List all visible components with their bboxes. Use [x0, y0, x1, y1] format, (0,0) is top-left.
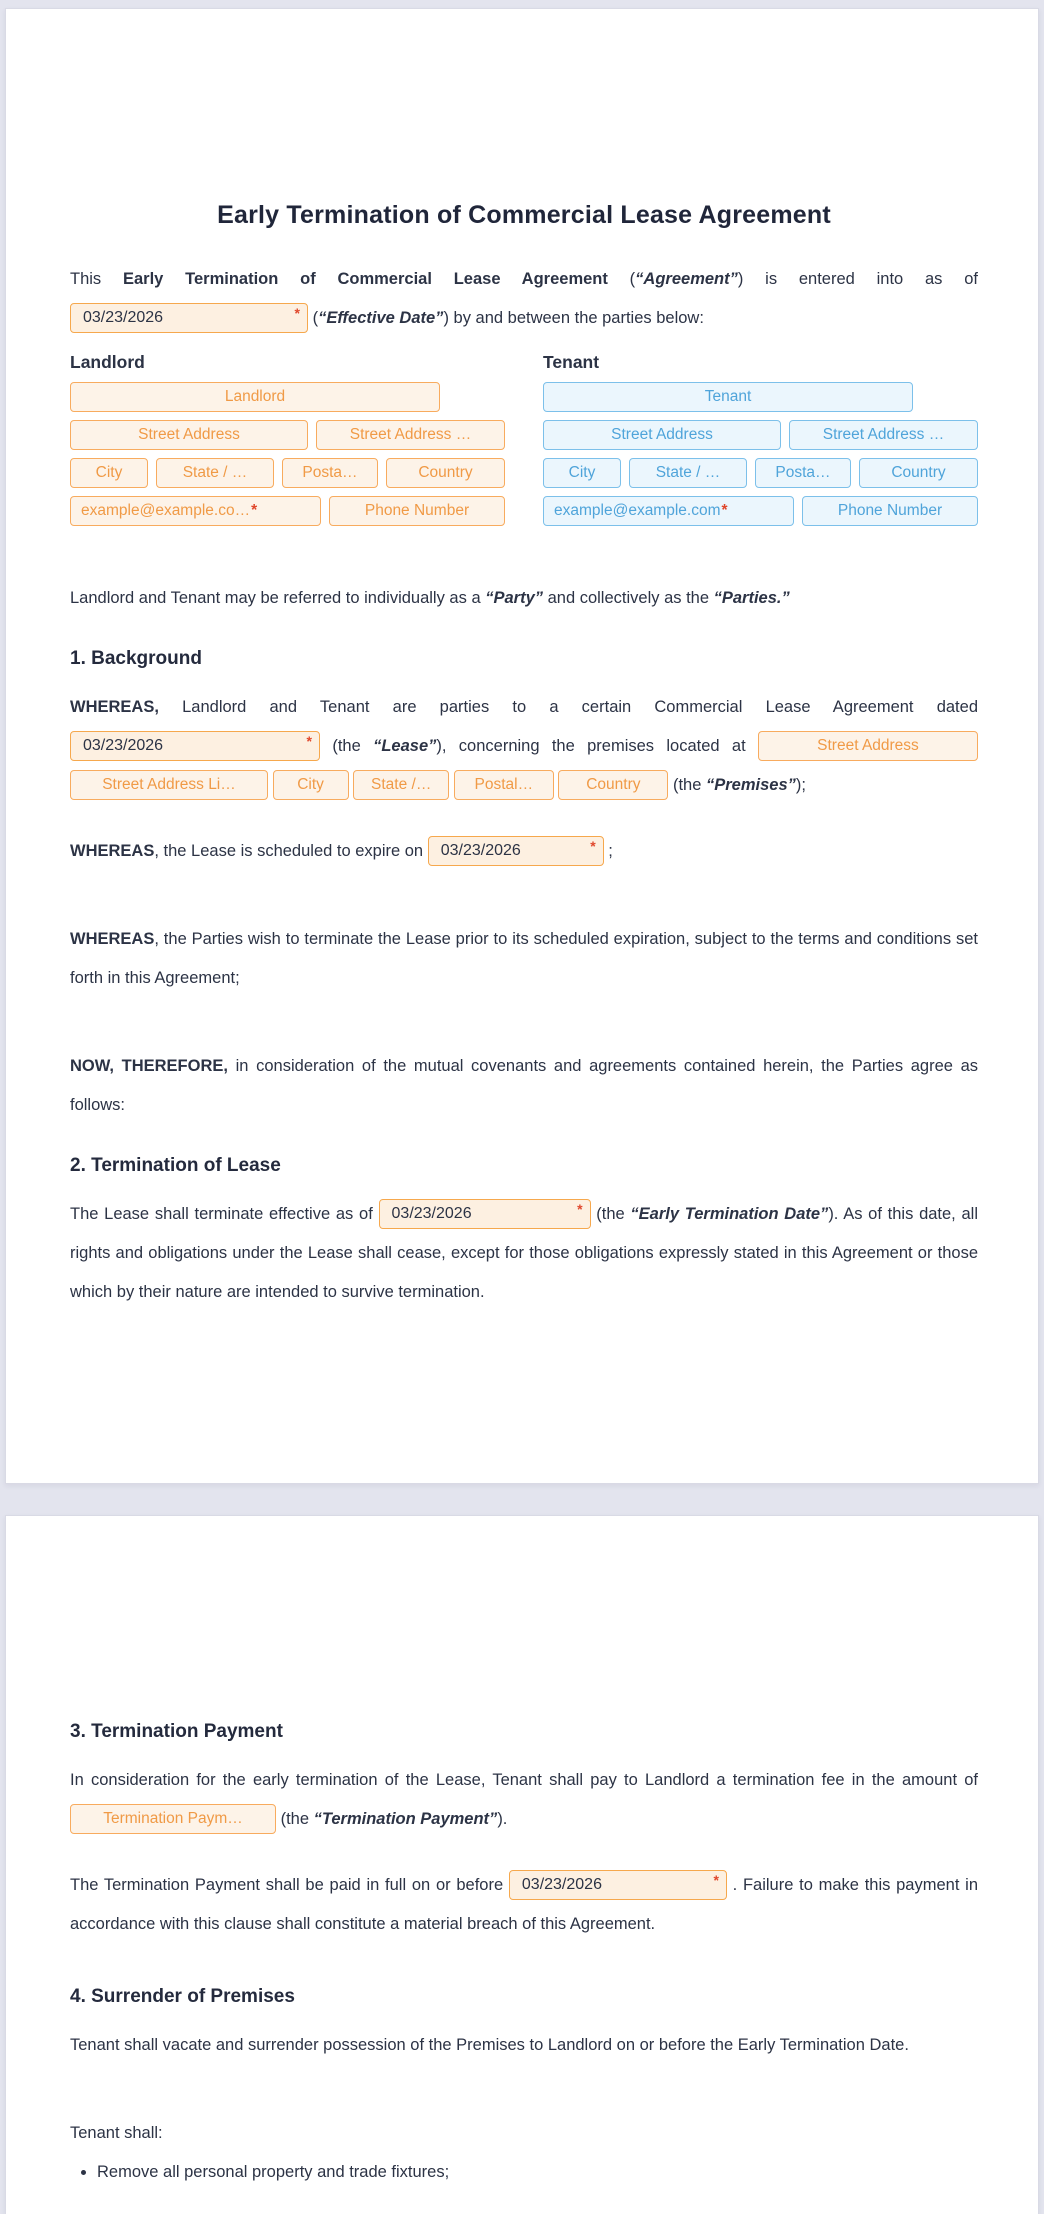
premises-state-input[interactable]: State /…: [353, 770, 449, 800]
date-value: 03/23/2026: [83, 737, 164, 755]
defined-term: “Lease”: [373, 737, 437, 755]
lease-date-input[interactable]: [70, 731, 320, 761]
section-1-heading: 1. Background: [70, 648, 202, 669]
tenant-contact-row: [543, 497, 978, 527]
tenant-obligations-list: [70, 2153, 978, 2191]
date-value: 03/23/2026: [391, 1205, 472, 1223]
termination-paragraph: [70, 1195, 978, 1312]
landlord-name-row: [70, 383, 505, 413]
tenant-city-row: [543, 459, 978, 489]
text-run: in consideration of the mutual covenants and agreements contained herein, the Parties agree as follows:: [70, 1057, 978, 1114]
email-placeholder: example@example.co…: [81, 502, 251, 519]
required-asterisk: *: [590, 837, 596, 854]
whereas-2-paragraph: [70, 832, 978, 871]
tenant-street-input[interactable]: Street Address: [543, 420, 781, 450]
landlord-postal-input[interactable]: Posta…: [282, 458, 378, 488]
early-termination-date-input[interactable]: [379, 1199, 591, 1229]
page-1: [5, 8, 1039, 1484]
text-run: The Lease shall terminate effective as of: [70, 1205, 373, 1223]
text-run: ), concerning the premises located at: [436, 737, 746, 755]
tenant-postal-input[interactable]: Posta…: [755, 458, 851, 488]
text-run: (the: [280, 1810, 310, 1828]
date-value: 03/23/2026: [440, 842, 521, 860]
defined-term: “Party”: [485, 589, 543, 607]
premises-street-input[interactable]: Street Address: [758, 731, 978, 761]
date-value: 03/23/2026: [83, 309, 164, 327]
surrender-paragraph: [70, 2026, 978, 2065]
tenant-section-label: Tenant: [543, 352, 600, 372]
text-run: Tenant shall vacate and surrender possession of the Premises to Landlord on or before the Early Termination Date.: [70, 2036, 909, 2054]
required-asterisk: *: [251, 502, 258, 519]
tenant-street-row: [543, 421, 978, 451]
document-title: Early Termination of Commercial Lease Agreement: [217, 201, 831, 229]
tenant-name-input[interactable]: Tenant: [543, 382, 913, 412]
premises-country-input[interactable]: Country: [558, 770, 668, 800]
landlord-city-row: [70, 459, 505, 489]
text-run: ) is entered into as of: [737, 270, 978, 288]
tenant-street2-input[interactable]: Street Address …: [789, 420, 978, 450]
required-asterisk: *: [294, 304, 300, 321]
text-run: The Termination Payment shall be paid in full on or before: [70, 1876, 504, 1894]
text-run: , the Parties wish to terminate the Lease prior to its scheduled expiration, subject to the terms and conditions set forth in this Agreement;: [70, 930, 978, 987]
text-run: ) by and between the parties below:: [443, 309, 704, 327]
required-asterisk: *: [306, 732, 312, 749]
text-run: (: [629, 270, 636, 288]
landlord-street-input[interactable]: Street Address: [70, 420, 308, 450]
text-run: Tenant shall:: [70, 2124, 163, 2142]
text-run-bold: NOW, THEREFORE,: [70, 1057, 228, 1075]
tenant-name-row: [543, 383, 978, 413]
text-run: This: [70, 270, 102, 288]
tenant-country-input[interactable]: Country: [859, 458, 978, 488]
email-placeholder: example@example.com: [554, 502, 721, 519]
text-run: (the: [332, 737, 361, 755]
termination-payment-input[interactable]: Termination Paym…: [70, 1804, 276, 1834]
defined-term: “Premises”: [706, 776, 796, 794]
premises-street2-input[interactable]: Street Address Li…: [70, 770, 268, 800]
text-run-bold: Early Termination of Commercial Lease Agreement: [122, 270, 608, 288]
landlord-phone-input[interactable]: Phone Number: [329, 496, 505, 526]
premises-city-input[interactable]: City: [273, 770, 349, 800]
tenant-city-input[interactable]: City: [543, 458, 621, 488]
required-asterisk: *: [713, 1871, 719, 1888]
section-3-heading: 3. Termination Payment: [70, 1721, 283, 1742]
text-run-bold: WHEREAS: [70, 842, 155, 860]
required-asterisk: *: [577, 1200, 583, 1217]
parties-note-paragraph: [70, 579, 978, 618]
text-run: (the: [596, 1205, 625, 1223]
intro-paragraph: [70, 260, 978, 338]
text-run: ;: [608, 842, 613, 860]
whereas-1-paragraph: [70, 688, 978, 805]
text-run: Landlord and Tenant are parties to a certain Commercial Lease Agreement dated: [182, 698, 978, 716]
text-run: (the: [672, 776, 702, 794]
landlord-country-input[interactable]: Country: [386, 458, 505, 488]
text-run: . Failure to make this payment in accordance with this clause shall constitute a material breach of this Agreement.: [70, 1876, 978, 1933]
tenant-column: [543, 352, 978, 527]
list-item: • Remove all personal property and trade fixtures;: [97, 2153, 978, 2191]
text-run: and collectively as the: [547, 589, 710, 607]
date-value: 03/23/2026: [521, 1876, 602, 1894]
text-run: (: [312, 309, 319, 327]
text-run: In consideration for the early termination of the Lease, Tenant shall pay to Landlord a termination fee in the amount of: [70, 1771, 978, 1789]
landlord-name-input[interactable]: Landlord: [70, 382, 440, 412]
termination-payment-paragraph: [70, 1761, 978, 1839]
payment-deadline-paragraph: [70, 1866, 978, 1944]
landlord-street2-input[interactable]: Street Address …: [316, 420, 505, 450]
defined-term: “Termination Payment”: [313, 1810, 498, 1828]
section-4-heading: 4. Surrender of Premises: [70, 1986, 295, 2007]
tenant-email-input[interactable]: [543, 496, 794, 526]
text-run: Landlord and Tenant may be referred to individually as a: [70, 589, 481, 607]
defined-term: “Parties.”: [713, 589, 790, 607]
page-2: [5, 1515, 1039, 2214]
tenant-shall-paragraph: [70, 2114, 978, 2153]
landlord-email-input[interactable]: [70, 496, 321, 526]
text-run: ).: [497, 1810, 508, 1828]
tenant-state-input[interactable]: State / …: [629, 458, 747, 488]
landlord-street-row: [70, 421, 505, 451]
payment-date-input[interactable]: [509, 1870, 727, 1900]
parties-section: [70, 352, 978, 527]
landlord-column: [70, 352, 505, 527]
effective-date-input[interactable]: [70, 303, 308, 333]
premises-postal-input[interactable]: Postal…: [454, 770, 554, 800]
text-run: , the Lease is scheduled to expire on: [154, 842, 424, 860]
text-run: );: [795, 776, 806, 794]
required-asterisk: *: [721, 502, 728, 519]
landlord-contact-row: [70, 497, 505, 527]
text-run-bold: WHEREAS,: [70, 698, 159, 716]
landlord-city-input[interactable]: City: [70, 458, 148, 488]
defined-term: “Effective Date”: [318, 309, 444, 327]
now-therefore-paragraph: [70, 1047, 978, 1125]
section-2-heading: 2. Termination of Lease: [70, 1155, 281, 1176]
text-run-bold: WHEREAS: [70, 930, 155, 948]
tenant-phone-input[interactable]: Phone Number: [802, 496, 978, 526]
defined-term: “Agreement”: [635, 270, 738, 288]
landlord-section-label: Landlord: [70, 352, 145, 372]
whereas-3-paragraph: [70, 920, 978, 998]
defined-term: “Early Termination Date”: [630, 1205, 829, 1223]
expiration-date-input[interactable]: [428, 836, 604, 866]
text-run: ). As of this date, all rights and obligations under the Lease shall cease, except for those obligations expressly stated in this Agreement or those which by their nature are intended to survive termination.: [70, 1205, 978, 1301]
landlord-state-input[interactable]: State / …: [156, 458, 274, 488]
